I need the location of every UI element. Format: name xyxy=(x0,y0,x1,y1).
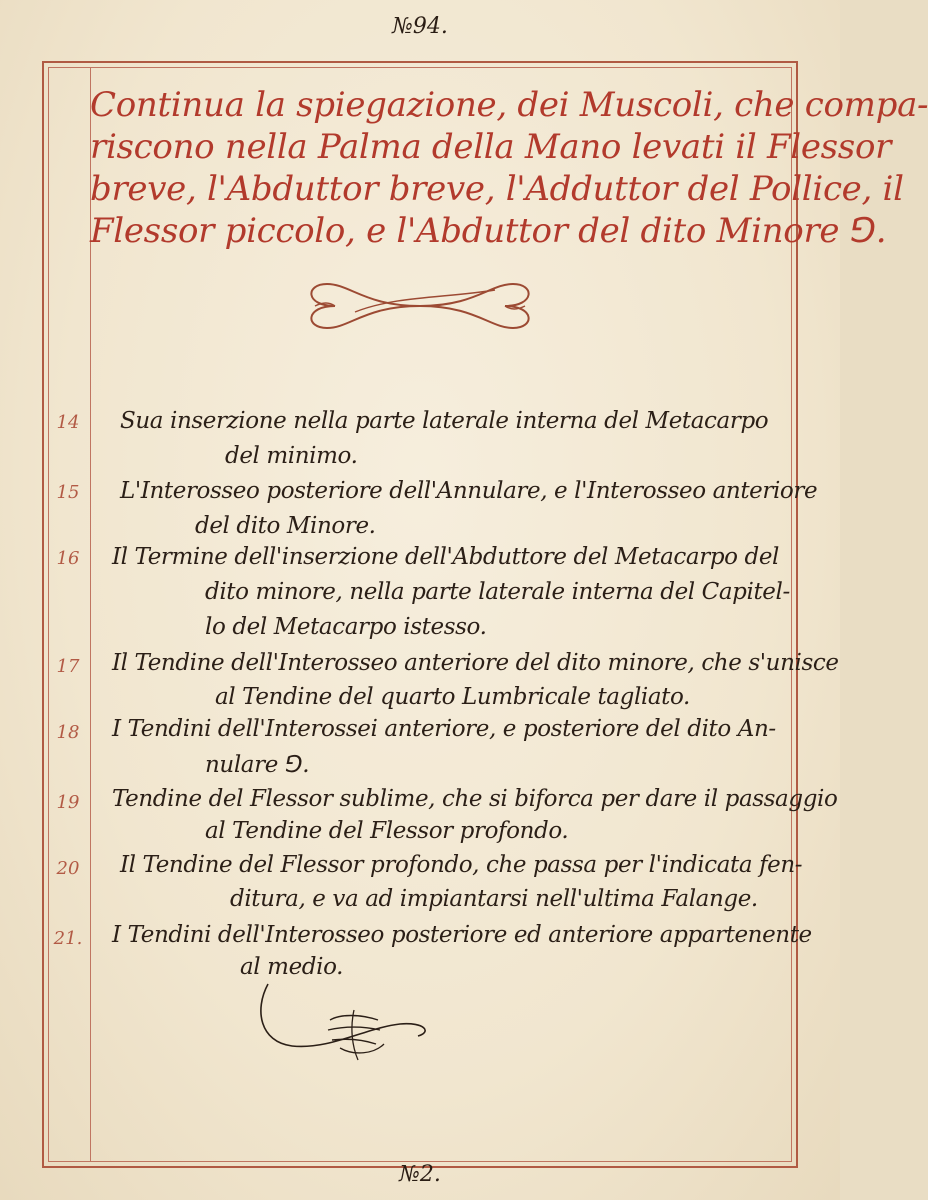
entry-text-line: al Tendine del quarto Lumbricale tagliato. xyxy=(215,684,690,710)
entry-text-line: dito minore, nella parte laterale interna del Capitel- xyxy=(205,579,790,605)
entry-number: 20 xyxy=(56,858,80,879)
title-line: Flessor piccolo, e l'Abduttor del dito Minore ⅁. xyxy=(90,211,887,251)
entry-number: 21. xyxy=(53,928,83,949)
entry-text-line: I Tendini dell'Interosseo posteriore ed anteriore appartenente xyxy=(112,922,812,948)
entry-text-line: al medio. xyxy=(240,954,344,980)
page-number-top: №94. xyxy=(392,14,448,39)
entry-number: 16 xyxy=(56,548,80,569)
title-line: Continua la spiegazione, dei Muscoli, che compa- xyxy=(90,85,928,125)
entry-text-line: del dito Minore. xyxy=(195,513,376,539)
entry-text-line: lo del Metacarpo istesso. xyxy=(205,614,487,640)
entry-text-line: L'Interosseo posteriore dell'Annulare, e l'Interosseo anteriore xyxy=(120,478,818,504)
entry-number: 18 xyxy=(56,722,80,743)
entry-text-line: del minimo. xyxy=(225,443,358,469)
entry-number: 15 xyxy=(56,482,80,503)
entry-text-line: nulare ⅁. xyxy=(205,752,310,778)
entry-text-line: Il Termine dell'inserzione dell'Abduttore del Metacarpo del xyxy=(112,544,779,570)
title-line: riscono nella Palma della Mano levati il Flessor xyxy=(90,127,892,167)
entry-number: 17 xyxy=(56,656,80,677)
entry-number: 19 xyxy=(56,792,80,813)
page-number-bottom: №2. xyxy=(399,1162,441,1187)
entry-text-line: ditura, e va ad impiantarsi nell'ultima Falange. xyxy=(230,886,758,912)
entry-text-line: I Tendini dell'Interossei anteriore, e posteriore del dito An- xyxy=(112,716,776,742)
entry-text-line: Il Tendine dell'Interosseo anteriore del dito minore, che s'unisce xyxy=(112,650,839,676)
closing-flourish xyxy=(250,980,440,1070)
entry-text-line: Sua inserzione nella parte laterale interna del Metacarpo xyxy=(120,408,769,434)
entry-text-line: Il Tendine del Flessor profondo, che passa per l'indicata fen- xyxy=(120,852,803,878)
entry-number: 14 xyxy=(56,412,80,433)
title-line: breve, l'Abduttor breve, l'Adduttor del Pollice, il xyxy=(90,169,904,209)
entry-text-line: Tendine del Flessor sublime, che si biforca per dare il passaggio xyxy=(112,786,838,812)
entry-text-line: al Tendine del Flessor profondo. xyxy=(205,818,569,844)
